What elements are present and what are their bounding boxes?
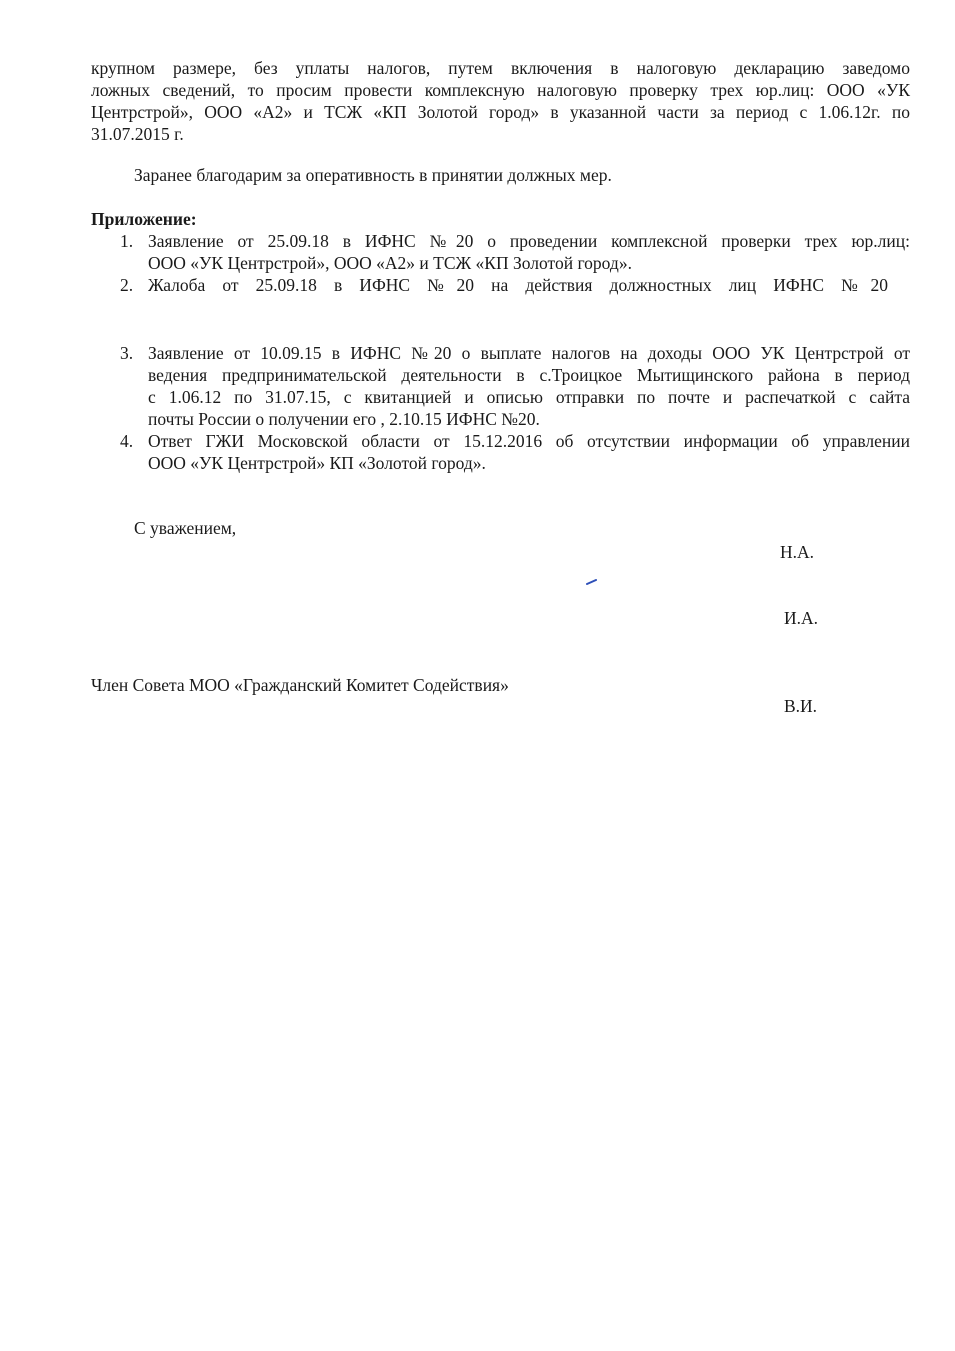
appendix-item-line: с 1.06.12 по 31.07.15, с квитанцией и описью отправки по почте и распечаткой с сайта	[148, 387, 910, 407]
appendix-item-number: 4.	[120, 431, 134, 451]
appendix-item-line: Заявление от 25.09.18 в ИФНС №20 о проведении комплексной проверки трех юр.лиц:	[148, 231, 910, 251]
appendix-item-line: ведения предпринимательской деятельности в с.Троицкое Мытищинского района в период	[148, 365, 910, 385]
appendix-item	[120, 274, 888, 296]
signature-mark	[586, 578, 598, 586]
thanks-sentence: Заранее благодарим за оперативность в принятии должных мер.	[134, 165, 612, 185]
appendix-item-line: ООО «УК Центрстрой», ООО «А2» и ТСЖ «КП Золотой город».	[148, 253, 632, 273]
intro-paragraph	[91, 57, 910, 145]
appendix-item-line: Заявление от 10.09.15 в ИФНС №20 о выплате налогов на доходы ООО УК Центрстрой от	[148, 343, 910, 363]
appendix-item-line: почты России о получении его , 2.10.15 ИФНС №20.	[148, 409, 540, 429]
appendix-item-line: ООО «УК Центрстрой» КП «Золотой город».	[148, 453, 486, 473]
appendix-item-line: Ответ ГЖИ Московской области от 15.12.2016 об отсутствии информации об управлении	[148, 431, 910, 451]
appendix-heading: Приложение:	[91, 209, 197, 229]
signer-initials-2: И.А.	[784, 608, 819, 628]
appendix-item	[120, 230, 910, 274]
appendix-item	[120, 342, 910, 430]
signer-initials-1: Н.А.	[780, 542, 815, 562]
intro-line: крупном размере, без уплаты налогов, путем включения в налоговую декларацию заведомо	[91, 58, 910, 78]
appendix-item-number: 1.	[120, 231, 134, 251]
appendix-item-number: 2.	[120, 275, 134, 295]
regards-text: С уважением,	[134, 518, 237, 538]
intro-line: 31.07.2015 г.	[91, 124, 184, 144]
appendix-item-number: 3.	[120, 343, 134, 363]
signer-initials-3: В.И.	[784, 696, 818, 716]
appendix-item-line: Жалоба от 25.09.18 в ИФНС №20 на действия должностных лиц ИФНС №20	[148, 275, 888, 295]
intro-line: Центрстрой», ООО «А2» и ТСЖ «КП Золотой город» в указанной части за период с 1.06.12г. по	[91, 102, 910, 122]
member-title: Член Совета МОО «Гражданский Комитет Содействия»	[91, 675, 509, 695]
appendix-item	[120, 430, 910, 474]
intro-line: ложных сведений, то просим провести комплексную налоговую проверку трех юр.лиц: ООО «УК	[91, 80, 910, 100]
